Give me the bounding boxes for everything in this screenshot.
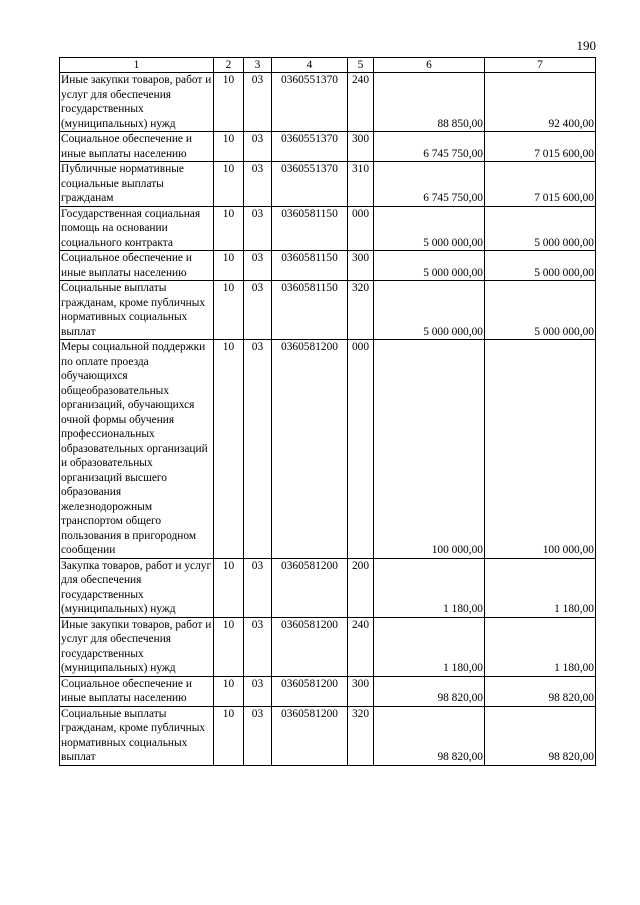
amount-col6: 1 180,00 (374, 558, 485, 617)
target-article-code: 0360581150 (272, 251, 348, 281)
amount-col7: 5 000 000,00 (485, 281, 596, 340)
subsection-code: 03 (244, 340, 272, 559)
row-name: Социальное обеспечение и иные выплаты населению (60, 251, 214, 281)
amount-col7: 1 180,00 (485, 558, 596, 617)
budget-table (59, 57, 596, 766)
section-code: 10 (214, 162, 244, 207)
subsection-code: 03 (244, 617, 272, 676)
table-row (60, 251, 596, 281)
column-header: 7 (485, 58, 596, 73)
section-code: 10 (214, 676, 244, 706)
amount-col6: 6 745 750,00 (374, 162, 485, 207)
amount-col7: 1 180,00 (485, 617, 596, 676)
column-header: 4 (272, 58, 348, 73)
amount-col6: 1 180,00 (374, 617, 485, 676)
amount-col6: 100 000,00 (374, 340, 485, 559)
target-article-code: 0360581150 (272, 206, 348, 251)
table-row (60, 706, 596, 765)
table-row (60, 340, 596, 559)
column-header: 3 (244, 58, 272, 73)
row-name: Закупка товаров, работ и услуг для обеспечения государственных (муниципальных) нужд (60, 558, 214, 617)
row-name: Иные закупки товаров, работ и услуг для обеспечения государственных (муниципальных) нужд (60, 73, 214, 132)
expense-type-code: 320 (348, 706, 374, 765)
subsection-code: 03 (244, 162, 272, 207)
amount-col6: 5 000 000,00 (374, 206, 485, 251)
subsection-code: 03 (244, 73, 272, 132)
target-article-code: 0360551370 (272, 73, 348, 132)
amount-col7: 98 820,00 (485, 676, 596, 706)
section-code: 10 (214, 706, 244, 765)
expense-type-code: 320 (348, 281, 374, 340)
expense-type-code: 000 (348, 340, 374, 559)
section-code: 10 (214, 251, 244, 281)
section-code: 10 (214, 617, 244, 676)
expense-type-code: 200 (348, 558, 374, 617)
table-row (60, 617, 596, 676)
row-name: Государственная социальная помощь на основании социального контракта (60, 206, 214, 251)
subsection-code: 03 (244, 132, 272, 162)
expense-type-code: 300 (348, 251, 374, 281)
row-name: Социальные выплаты гражданам, кроме публичных нормативных социальных выплат (60, 281, 214, 340)
amount-col6: 5 000 000,00 (374, 251, 485, 281)
target-article-code: 0360581150 (272, 281, 348, 340)
section-code: 10 (214, 281, 244, 340)
amount-col7: 100 000,00 (485, 340, 596, 559)
amount-col6: 98 820,00 (374, 706, 485, 765)
section-code: 10 (214, 340, 244, 559)
subsection-code: 03 (244, 206, 272, 251)
table-row (60, 73, 596, 132)
target-article-code: 0360551370 (272, 132, 348, 162)
target-article-code: 0360581200 (272, 558, 348, 617)
subsection-code: 03 (244, 558, 272, 617)
section-code: 10 (214, 558, 244, 617)
amount-col6: 98 820,00 (374, 676, 485, 706)
expense-type-code: 300 (348, 132, 374, 162)
expense-type-code: 310 (348, 162, 374, 207)
column-header: 2 (214, 58, 244, 73)
expense-type-code: 240 (348, 73, 374, 132)
section-code: 10 (214, 206, 244, 251)
table-row (60, 281, 596, 340)
amount-col7: 7 015 600,00 (485, 162, 596, 207)
row-name: Социальные выплаты гражданам, кроме публичных нормативных социальных выплат (60, 706, 214, 765)
subsection-code: 03 (244, 676, 272, 706)
table-row (60, 558, 596, 617)
subsection-code: 03 (244, 706, 272, 765)
row-name: Публичные нормативные социальные выплаты гражданам (60, 162, 214, 207)
amount-col7: 5 000 000,00 (485, 251, 596, 281)
amount-col6: 5 000 000,00 (374, 281, 485, 340)
table-row (60, 132, 596, 162)
subsection-code: 03 (244, 251, 272, 281)
subsection-code: 03 (244, 281, 272, 340)
section-code: 10 (214, 73, 244, 132)
expense-type-code: 300 (348, 676, 374, 706)
page-number: 190 (576, 38, 596, 53)
row-name: Социальное обеспечение и иные выплаты населению (60, 676, 214, 706)
target-article-code: 0360551370 (272, 162, 348, 207)
row-name: Иные закупки товаров, работ и услуг для обеспечения государственных (муниципальных) нужд (60, 617, 214, 676)
section-code: 10 (214, 132, 244, 162)
column-header: 1 (60, 58, 214, 73)
amount-col7: 98 820,00 (485, 706, 596, 765)
table-header-row (60, 58, 596, 73)
amount-col6: 88 850,00 (374, 73, 485, 132)
target-article-code: 0360581200 (272, 676, 348, 706)
column-header: 5 (348, 58, 374, 73)
target-article-code: 0360581200 (272, 617, 348, 676)
amount-col7: 7 015 600,00 (485, 132, 596, 162)
amount-col7: 92 400,00 (485, 73, 596, 132)
expense-type-code: 240 (348, 617, 374, 676)
expense-type-code: 000 (348, 206, 374, 251)
row-name: Социальное обеспечение и иные выплаты населению (60, 132, 214, 162)
amount-col6: 6 745 750,00 (374, 132, 485, 162)
table-row (60, 206, 596, 251)
row-name: Меры социальной поддержки по оплате проезда обучающихся общеобразовательных организаций, обучающихся очной формы обучения профессиональных образовательных организаций и образовательных организаций высшего образования железнодорожным транспортом общего пользования в пригородном сообщении (60, 340, 214, 559)
target-article-code: 0360581200 (272, 340, 348, 559)
column-header: 6 (374, 58, 485, 73)
amount-col7: 5 000 000,00 (485, 206, 596, 251)
table-row (60, 162, 596, 207)
table-row (60, 676, 596, 706)
target-article-code: 0360581200 (272, 706, 348, 765)
